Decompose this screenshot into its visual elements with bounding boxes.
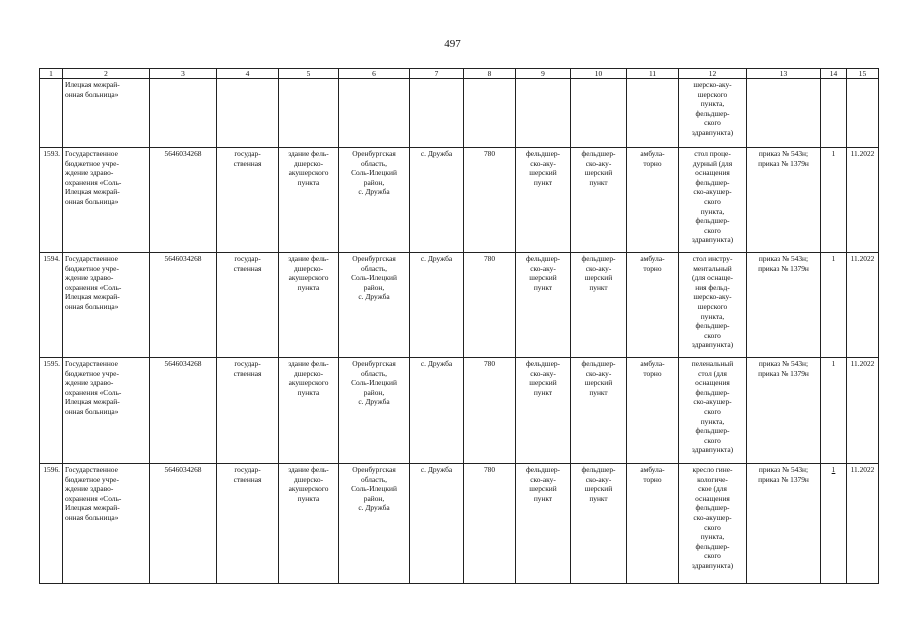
care-form: амбула- торно: [640, 465, 665, 484]
ownership-form: государ- ственная: [233, 254, 262, 273]
inn: 5646034268: [164, 465, 202, 474]
unit-type-secondary: фельдшер- ско-аку- шерский пункт: [581, 254, 616, 292]
care-form: амбула- торно: [640, 149, 665, 168]
page-number: 497: [444, 38, 461, 50]
date: 11.2022: [850, 359, 875, 368]
column-number: 12: [679, 69, 747, 79]
column-number: 8: [464, 69, 516, 79]
table-row: [40, 253, 879, 358]
inn: 5646034268: [164, 254, 202, 263]
column-number: 4: [217, 69, 279, 79]
column-number: 1: [40, 69, 63, 79]
ownership-form: государ- ственная: [233, 149, 262, 168]
building-type: здание фель- дшерско- акушерского пункта: [288, 359, 329, 397]
org-name-continuation: Илецкая межрай- онная больница»: [65, 80, 120, 99]
code: 780: [483, 359, 496, 368]
order-references: приказ № 543н; приказ № 1379н: [758, 254, 809, 273]
settlement: с. Дружба: [420, 254, 453, 263]
date: 11.2022: [850, 254, 875, 263]
table-row: [40, 464, 879, 584]
building-type: здание фель- дшерско- акушерского пункта: [288, 254, 329, 292]
address: Оренбургская область, Соль-Илецкий район, с. Дружба: [351, 149, 397, 197]
care-form: амбула- торно: [640, 359, 665, 378]
column-number: 2: [63, 69, 150, 79]
table-row: [40, 148, 879, 253]
ownership-form: государ- ственная: [233, 359, 262, 378]
inn: 5646034268: [164, 149, 202, 158]
column-number: 5: [279, 69, 339, 79]
address: Оренбургская область, Соль-Илецкий район, с. Дружба: [351, 359, 397, 407]
unit-type: фельдшер- ско-аку- шерский пункт: [525, 359, 561, 397]
settlement: с. Дружба: [420, 359, 453, 368]
column-number: 14: [821, 69, 847, 79]
address: Оренбургская область, Соль-Илецкий район, с. Дружба: [351, 254, 397, 302]
order-references: приказ № 543н; приказ № 1379н: [758, 359, 809, 378]
order-references: приказ № 543н; приказ № 1379н: [758, 149, 809, 168]
column-number: 13: [747, 69, 821, 79]
unit-type: фельдшер- ско-аку- шерский пункт: [525, 149, 561, 187]
care-form: амбула- торно: [640, 254, 665, 273]
quantity: 1: [831, 254, 836, 263]
column-number: 10: [571, 69, 627, 79]
date: 11.2022: [850, 465, 875, 474]
org-name: Государственное бюджетное учре- ждение здраво- охранения «Соль- Илецкая межрай- онная больница»: [65, 254, 122, 311]
column-number: 11: [627, 69, 679, 79]
settlement: с. Дружба: [420, 149, 453, 158]
inn: 5646034268: [164, 359, 202, 368]
column-number: 3: [150, 69, 217, 79]
ownership-form: государ- ственная: [233, 465, 262, 484]
equipment-name: пеленальный стол (для оснащения фельдшер- ско-акушер- ского пункта, фельдшер- ского здравпункта): [691, 359, 734, 455]
unit-type-secondary: фельдшер- ско-аку- шерский пункт: [581, 359, 616, 397]
unit-type-secondary: фельдшер- ско-аку- шерский пункт: [581, 149, 616, 187]
address: Оренбургская область, Соль-Илецкий район, с. Дружба: [351, 465, 397, 513]
unit-type: фельдшер- ско-аку- шерский пункт: [525, 254, 561, 292]
building-type: здание фель- дшерско- акушерского пункта: [288, 465, 329, 503]
column-number: 15: [847, 69, 879, 79]
row-number: 1594.: [43, 254, 60, 263]
equipment-continuation: шерско-аку- шерского пункта, фельдшер- ского здравпункта): [691, 80, 734, 137]
unit-type: фельдшер- ско-аку- шерский пункт: [525, 465, 561, 503]
order-references: приказ № 543н; приказ № 1379н: [758, 465, 809, 484]
table-row: [40, 358, 879, 464]
date: 11.2022: [850, 149, 875, 158]
quantity: 1: [831, 465, 836, 474]
unit-type-secondary: фельдшер- ско-аку- шерский пункт: [581, 465, 616, 503]
column-number: 9: [516, 69, 571, 79]
column-number-row: [40, 69, 879, 79]
org-name: Государственное бюджетное учре- ждение здраво- охранения «Соль- Илецкая межрай- онная больница»: [65, 149, 122, 206]
equipment-name: стол проце- дурный (для оснащения фельдшер- ско-акушер- ского пункта, фельдшер- ского здравпункта): [691, 149, 734, 245]
row-number: 1596.: [43, 465, 60, 474]
row-number: 1595.: [43, 359, 60, 368]
column-number: 7: [410, 69, 464, 79]
row-number: 1593.: [43, 149, 60, 158]
code: 780: [483, 465, 496, 474]
continuation-row: [40, 79, 879, 148]
org-name: Государственное бюджетное учре- ждение здраво- охранения «Соль- Илецкая межрай- онная больница»: [65, 359, 122, 416]
org-name: Государственное бюджетное учре- ждение здраво- охранения «Соль- Илецкая межрай- онная больница»: [65, 465, 122, 522]
column-number: 6: [339, 69, 410, 79]
code: 780: [483, 254, 496, 263]
building-type: здание фель- дшерско- акушерского пункта: [288, 149, 329, 187]
quantity: 1: [831, 359, 836, 368]
equipment-name: кресло гине- кологиче- ское (для оснащения фельдшер- ско-акушер- ского пункта, фельдшер- ского здравпункта): [691, 465, 734, 570]
settlement: с. Дружба: [420, 465, 453, 474]
code: 780: [483, 149, 496, 158]
equipment-name: стол инстру- ментальный (для оснаще- ния фельд- шерско-аку- шерского пункта, фельдшер- ского здравпункта): [691, 254, 734, 350]
register-table: [39, 68, 879, 584]
quantity: 1: [831, 149, 836, 158]
